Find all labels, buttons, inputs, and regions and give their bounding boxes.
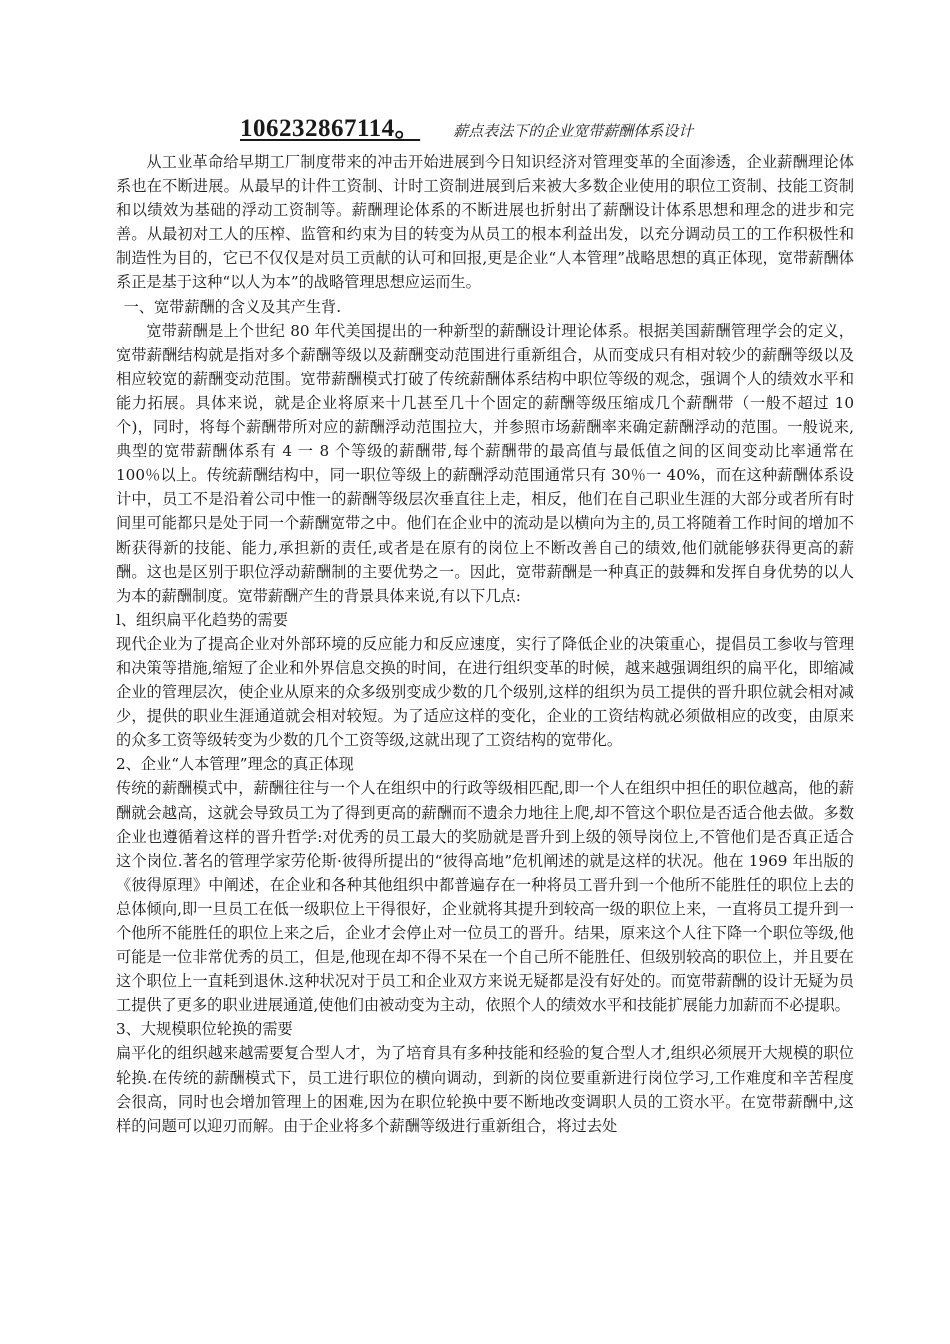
subheading-job-rotation: 3、大规模职位轮换的需要: [116, 1020, 293, 1039]
subheading-people-oriented: 2、企业“人本管理”理念的真正体现: [116, 755, 354, 774]
subheading-flattening: l、组织扁平化趋势的需要: [116, 610, 288, 629]
title-row: [240, 108, 840, 144]
section-heading-1: 一、宽带薪酬的含义及其产生背.: [123, 297, 342, 316]
intro-paragraph: 从工业革命给早期工厂制度带来的冲击开始进展到今日知识经济对管理变革的全面渗透，企业薪酬理论体系也在不断进展。从最早的计件工资制、计时工资制进展到后来被大多数企业使用的职位工资制、技能工资制和以绩效为基础的浮动工资制等。薪酬理论体系的不断进展也折射出了薪酬设计体系思想和理念的进步和完善。从最初对工人的压榨、监管和约束为目的转变为从员工的根本利益出发，以充分调动员工的工作积极性和制造性为目的，它已不仅仅是对员工贡献的认可和回报,更是企业“人本管理”战略思想的真正体现，宽带薪酬体系正是基于这种“以人为本”的战略管理思想应运而生。: [116, 153, 854, 292]
job-rotation-paragraph: 扁平化的组织越来越需要复合型人才，为了培育具有多种技能和经验的复合型人才,组织必须展开大规模的职位轮换.在传统的薪酬模式下，员工进行职位的横向调动，到新的岗位要重新进行岗位学习,工作难度和辛苦程度会很高，同时也会增加管理上的困难,因为在职位轮换中要不断地改变调职人员的工资水平。在宽带薪酬中,这样的问题可以迎刃而解。由于企业将多个薪酬等级进行重新组合，将过去处: [116, 1044, 854, 1135]
people-oriented-paragraph: 传统的薪酬模式中，薪酬往往与一个人在组织中的行政等级相匹配,即一个人在组织中担任的职位越高，他的薪酬就会越高，这就会导致员工为了得到更高的薪酬而不遗余力地往上爬,却不管这个职位是否适合他去做。多数企业也遵循着这样的晋升哲学:对优秀的员工最大的奖励就是晋升到上级的领导岗位上,不管他们是否真正适合这个岗位.著名的管理学家劳伦斯·彼得所提出的“彼得高地”危机阐述的就是这样的状况。他在 1969 年出版的《彼得原理》中阐述，在企业和各种其他组织中都普遍存在一种将员工晋升到一个他所不能胜任的职位上去的总体倾向,即一旦员工在低一级职位上干得很好，企业就将其提升到较高一级的职位上来，一直将员工提升到一个他所不能胜任的职位上来之后，企业才会停止对一位员工的晋升。结果，原来这个人往下降一个职位等级,他可能是一位非常优秀的员工，但是,他现在却不得不呆在一个自己所不能胜任、但级别较高的职位上，并且要在这个职位上一直耗到退休.这种状况对于员工和企业双方来说无疑都是没有好处的。而宽带薪酬的设计无疑为员工提供了更多的职业进展通道,使他们由被动变为主动，依照个人的绩效水平和技能扩展能力加薪而不必提职。: [116, 779, 854, 1015]
flattening-paragraph: 现代企业为了提高企业对外部环境的反应能力和反应速度，实行了降低企业的决策重心，提倡员工参收与管理和决策等措施,缩短了企业和外界信息交换的时间，在进行组织变革的时候，越来越强调组织的扁平化，即缩减企业的管理层次，使企业从原来的众多级别变成少数的几个级别,这样的组织为员工提供的晋升职位就会相对减少，提供的职业生涯通道就会相对较短。为了适应这样的变化，企业的工资结构就必须做相应的改变，由原来的众多工资等级转变为少数的几个工资等级,这就出现了工资结构的宽带化。: [116, 634, 854, 750]
document-title: 薪点表法下的企业宽带薪酬体系设计: [453, 122, 694, 140]
document-number: 106232867114。: [240, 115, 421, 142]
document-body: [116, 150, 854, 1138]
definition-paragraph: 宽带薪酬是上个世纪 80 年代美国提出的一种新型的薪酬设计理论体系。根据美国薪酬管理学会的定义，宽带薪酬结构就是指对多个薪酬等级以及薪酬变动范围进行重新组合，从而变成只有相对较少的薪酬等级以及相应较宽的薪酬变动范围。宽带薪酬模式打破了传统薪酬体系结构中职位等级的观念，强调个人的绩效水平和能力拓展。具体来说，就是企业将原来十几甚至几十个固定的薪酬等级压缩成几个薪酬带（一般不超过 10 个)，同时，将每个薪酬带所对应的薪酬浮动范围拉大，并参照市场薪酬率来确定薪酬浮动的范围。一般说来,典型的宽带薪酬体系有 4 一 8 个等级的薪酬带,每个薪酬带的最高值与最低值之间的区间变动比率通常在 100％以上。传统薪酬结构中，同一职位等级上的薪酬浮动范围通常只有 30％一 40%，而在这种薪酬体系设计中，员工不是沿着公司中惟一的薪酬等级层次垂直往上走，相反，他们在自己职业生涯的大部分或者所有时间里可能都只是处于同一个薪酬宽带之中。他们在企业中的流动是以横向为主的,员工将随着工作时间的增加不断获得新的技能、能力,承担新的责任,或者是在原有的岗位上不断改善自己的绩效,他们就能够获得更高的薪酬。这也是区别于职位浮动薪酬制的主要优势之一。因此，宽带薪酬是一种真正的鼓舞和发挥自身优势的以人为本的薪酬制度。宽带薪酬产生的背景具体来说,有以下几点:: [116, 321, 854, 605]
